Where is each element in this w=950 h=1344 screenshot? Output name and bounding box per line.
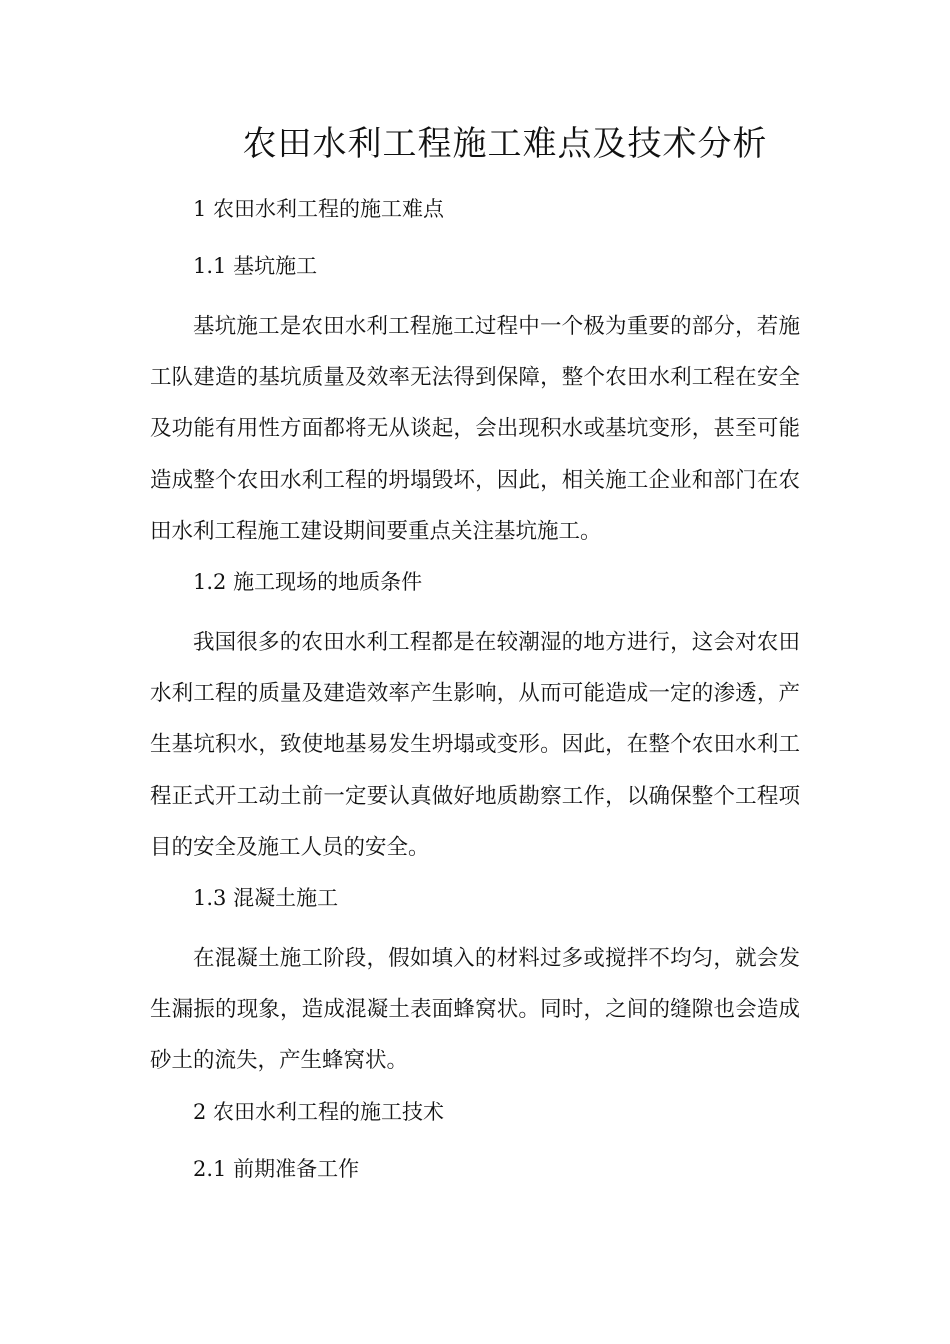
section-2-1-heading: 2.1 前期准备工作 [193,1156,360,1181]
section-1-1-heading: 1.1 基坑施工 [193,254,318,278]
document-body [150,196,800,1182]
section-1-3-heading: 1.3 混凝土施工 [193,886,339,911]
section-1-3-paragraph: 在混凝土施工阶段，假如填入的材料过多或搅拌不均匀，就会发生漏振的现象，造成混凝土表面蜂窝状。同时，之间的缝隙也会造成砂土的流失，产生蜂窝状。 [150,946,800,1074]
section-1-2-paragraph: 我国很多的农田水利工程都是在较潮湿的地方进行，这会对农田水利工程的质量及建造效率产生影响，从而可能造成一定的渗透，产生基坑积水，致使地基易发生坍塌或变形。因此，在整个农田水利工程正式开工动土前一定要认真做好地质勘察工作，以确保整个工程项目的安全及施工人员的安全。 [150,630,800,860]
section-1-1-paragraph: 基坑施工是农田水利工程施工过程中一个极为重要的部分，若施工队建造的基坑质量及效率无法得到保障，整个农田水利工程在安全及功能有用性方面都将无从谈起，会出现积水或基坑变形，甚至可能造成整个农田水利工程的坍塌毁坏，因此，相关施工企业和部门在农田水利工程施工建设期间要重点关注基坑施工。 [150,314,800,544]
section-1-heading: 1 农田水利工程的施工难点 [193,197,445,221]
section-2-heading: 2 农田水利工程的施工技术 [193,1099,445,1124]
document-title: 农田水利工程施工难点及技术分析 [242,124,768,164]
section-1-2-heading: 1.2 施工现场的地质条件 [193,570,423,595]
